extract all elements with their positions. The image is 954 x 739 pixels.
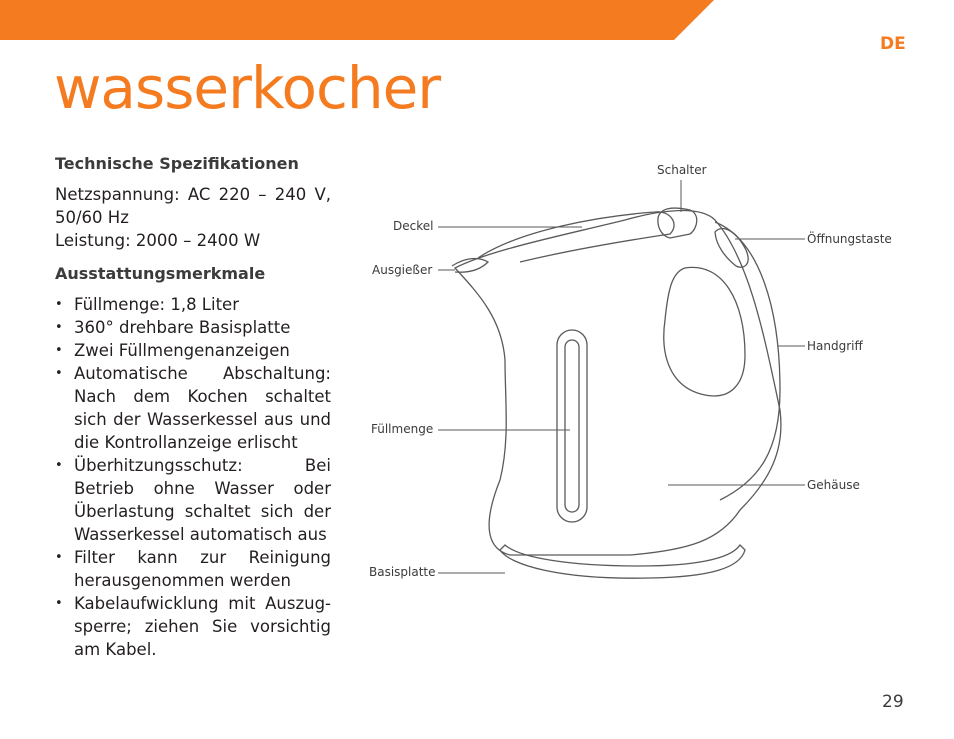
- label-schalter: Schalter: [657, 163, 707, 177]
- label-fuellmenge: Füllmenge: [371, 422, 434, 436]
- label-ausgiesser: Ausgießer: [372, 263, 433, 277]
- page-title: wasserkocher: [54, 54, 441, 122]
- feature-item: • Filter kann zur Reinigung herausgenommen werden: [55, 546, 331, 592]
- specs-block: [55, 183, 331, 252]
- page-number: 29: [882, 692, 904, 712]
- label-gehaeuse: Gehäuse: [807, 478, 860, 492]
- specs-voltage: Netzspannung: AC 220 – 240 V, 50/60 Hz: [55, 185, 331, 227]
- label-oeffnungstaste: Öffnungstaste: [807, 232, 892, 246]
- specs-heading: Technische Spezifikationen: [55, 154, 299, 173]
- feature-item: • Kabelaufwicklung mit Auszug-sperre; ziehen Sie vorsichtig am Kabel.: [55, 592, 331, 661]
- leader-lines: [360, 150, 920, 590]
- label-deckel: Deckel: [393, 219, 434, 233]
- feature-item: • Automatische Abschaltung: Nach dem Kochen schaltet sich der Wasserkessel aus und die Kontrollanzeige erlischt: [55, 362, 331, 454]
- language-code: DE: [880, 34, 906, 54]
- feature-item: • Überhitzungsschutz: Bei Betrieb ohne Wasser oder Überlastung schaltet sich der Wasserkessel automatisch aus: [55, 454, 331, 546]
- feature-item: • 360° drehbare Basisplatte: [55, 316, 331, 339]
- kettle-diagram: [360, 150, 920, 590]
- text-column: [55, 150, 331, 661]
- label-handgriff: Handgriff: [807, 339, 863, 353]
- feature-item: • Zwei Füllmengenanzeigen: [55, 339, 331, 362]
- label-basisplatte: Basisplatte: [369, 565, 436, 579]
- header-banner: [0, 0, 954, 40]
- features-heading: Ausstattungsmerkmale: [55, 264, 266, 283]
- features-list: [55, 293, 331, 661]
- specs-power: Leistung: 2000 – 2400 W: [55, 231, 261, 250]
- feature-item: • Füllmenge: 1,8 Liter: [55, 293, 331, 316]
